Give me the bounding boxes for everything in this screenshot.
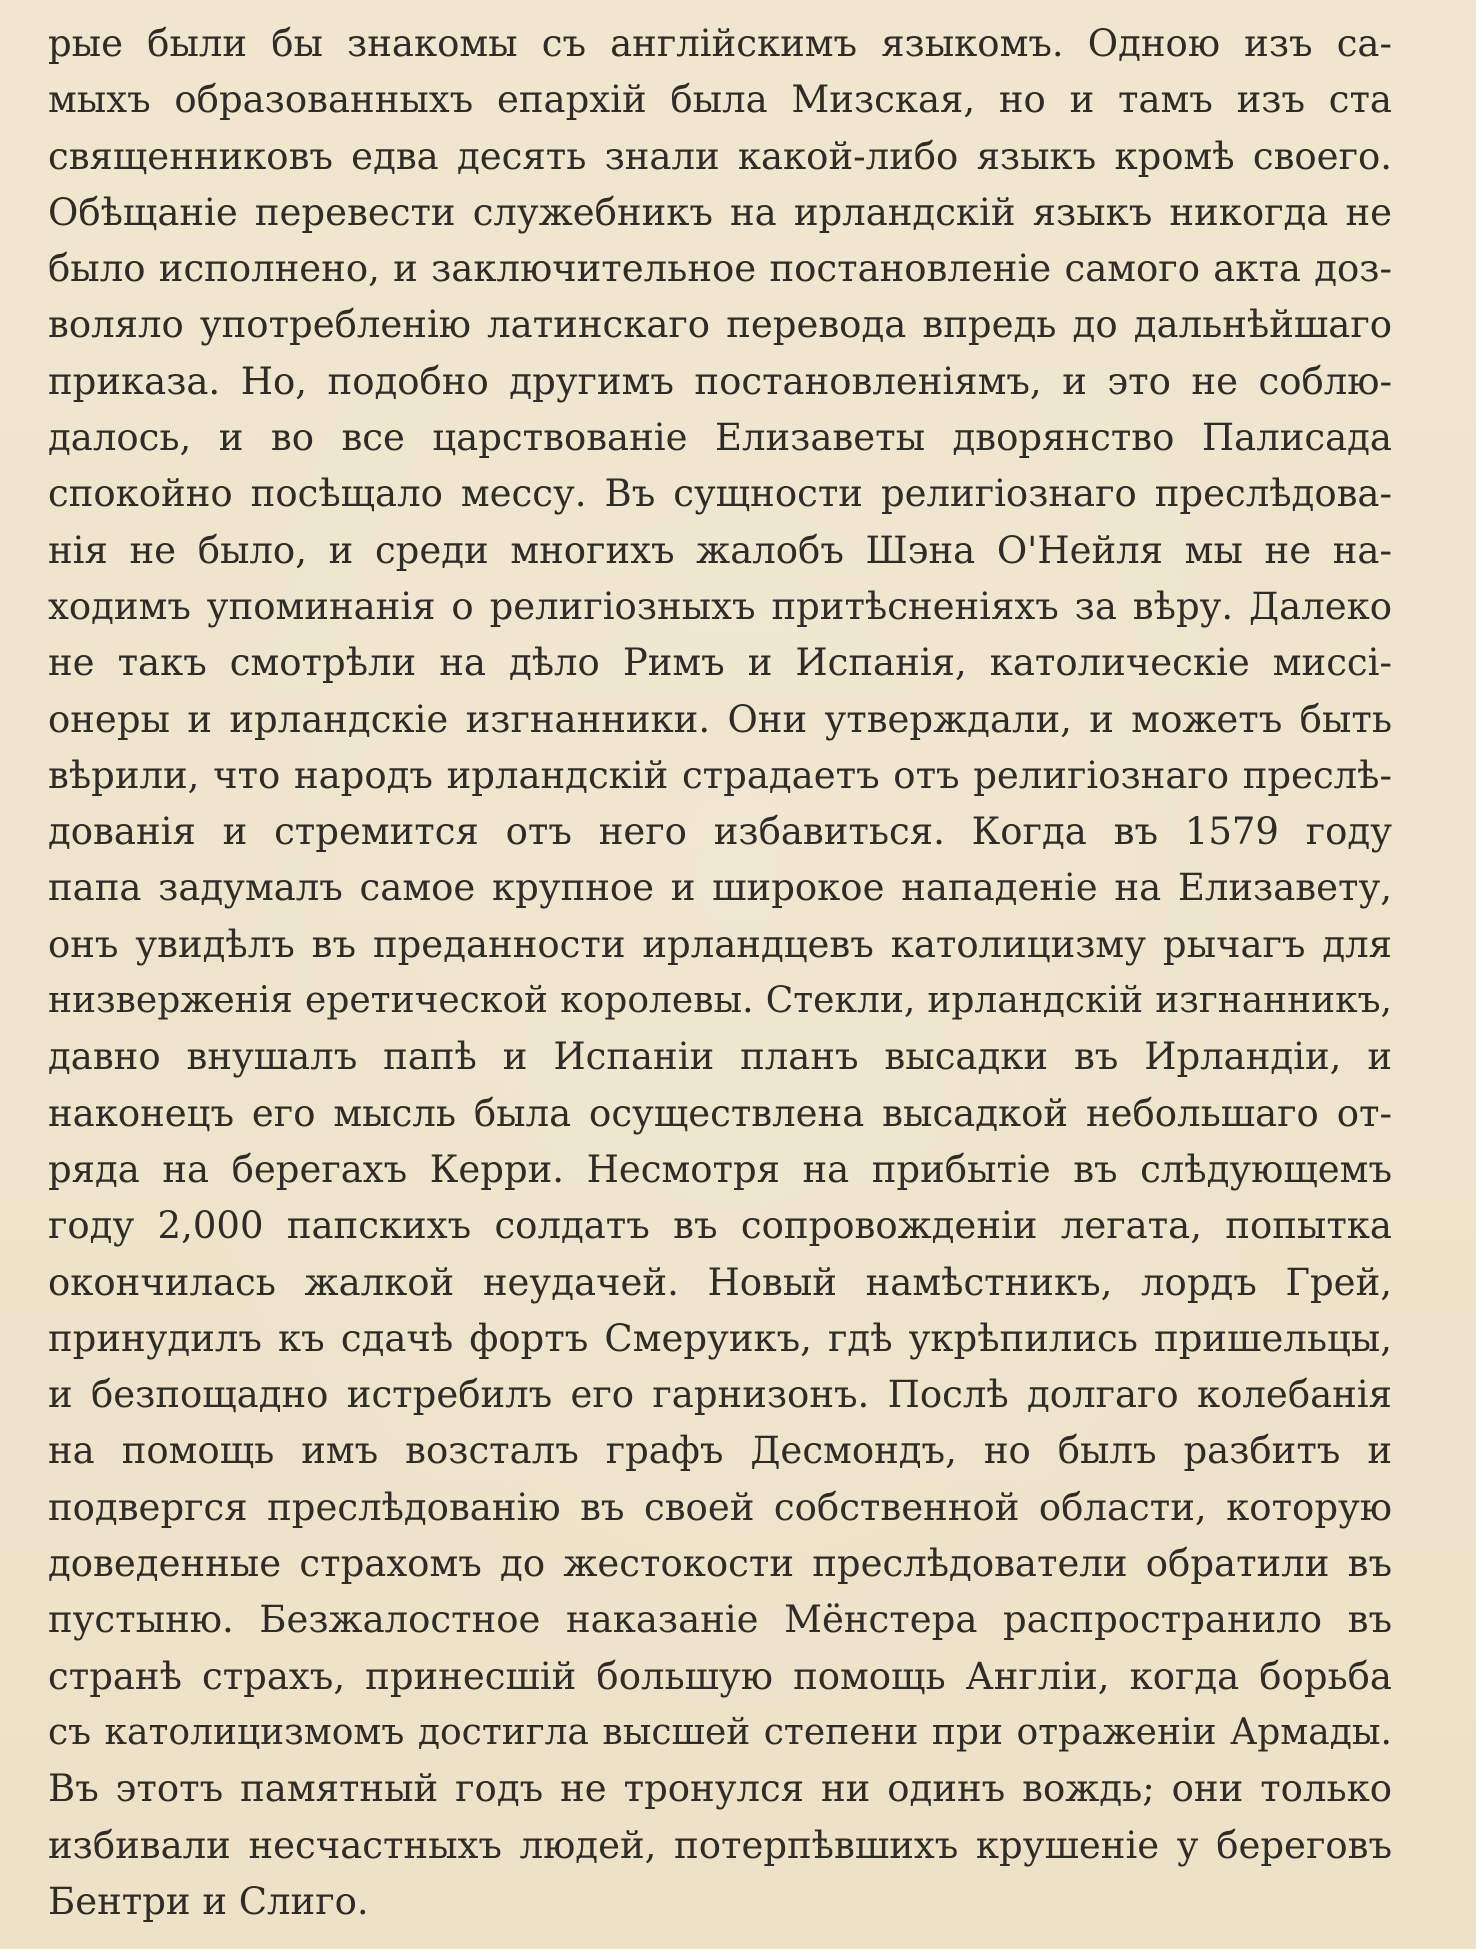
text-line-7: приказа. Но, подобно другимъ постановленіямъ, и это не соблю- bbox=[48, 359, 1392, 403]
text-line-21: ряда на берегахъ Керри. Несмотря на прибытіе въ слѣдующемъ bbox=[48, 1147, 1392, 1191]
text-line-22: году 2,000 папскихъ солдатъ въ сопровожденіи легата, попытка bbox=[48, 1204, 1392, 1248]
text-line-20: наконецъ его мысль была осуществлена высадкой небольшаго от- bbox=[48, 1091, 1392, 1135]
text-line-17: онъ увидѣлъ въ преданности ирландцевъ католицизму рычагъ для bbox=[48, 922, 1392, 966]
text-line-8: далось, и во все царствованіе Елизаветы дворянство Палисада bbox=[48, 416, 1392, 460]
text-line-15: дованія и стремится отъ него избавиться. Когда въ 1579 году bbox=[48, 810, 1392, 854]
body-text bbox=[48, 16, 1392, 1930]
text-line-16: папа задумалъ самое крупное и широкое нападеніе на Елизавету, bbox=[48, 866, 1392, 910]
text-line-11: ходимъ упоминанія о религіозныхъ притѣсненіяхъ за вѣру. Далеко bbox=[48, 584, 1392, 628]
text-line-5: было исполнено, и заключительное постановленіе самого акта доз- bbox=[48, 247, 1392, 291]
text-line-18: низверженія еретической королевы. Стекли, ирландскій изгнанникъ, bbox=[48, 980, 1392, 1022]
text-line-29: пустыню. Безжалостное наказаніе Мёнстера распространило въ bbox=[48, 1598, 1392, 1642]
text-line-27: подвергся преслѣдованію въ своей собственной области, которую bbox=[48, 1485, 1392, 1529]
text-line-24: принудилъ къ сдачѣ фортъ Смеруикъ, гдѣ укрѣпились пришельцы, bbox=[48, 1316, 1392, 1360]
text-line-30: странѣ страхъ, принесшій большую помощь Англіи, когда борьба bbox=[48, 1654, 1392, 1698]
text-line-26: на помощь имъ возсталъ графъ Десмондъ, но былъ разбитъ и bbox=[48, 1429, 1392, 1473]
text-line-28: доведенные страхомъ до жестокости преслѣдователи обратили въ bbox=[48, 1542, 1392, 1586]
text-line-31: съ католицизмомъ достигла высшей степени при отраженіи Армады. bbox=[48, 1711, 1392, 1753]
text-line-23: окончилась жалкой неудачей. Новый намѣстникъ, лордъ Грей, bbox=[48, 1260, 1392, 1304]
text-line-2: мыхъ образованныхъ епархій была Мизская, но и тамъ изъ ста bbox=[48, 78, 1392, 122]
text-line-25: и безпощадно истребилъ его гарнизонъ. Послѣ долгаго колебанія bbox=[48, 1373, 1392, 1417]
text-line-6: воляло употребленію латинскаго перевода впредь до дальнѣйшаго bbox=[48, 303, 1392, 347]
text-line-12: не такъ смотрѣли на дѣло Римъ и Испанія, католическіе миссі- bbox=[48, 641, 1392, 685]
text-line-32: Въ этотъ памятный годъ не тронулся ни одинъ вождь; они только bbox=[48, 1767, 1392, 1811]
text-line-9: спокойно посѣщало мессу. Въ сущности религіознаго преслѣдова- bbox=[48, 472, 1392, 516]
text-line-10: нія не было, и среди многихъ жалобъ Шэна О'Нейля мы не на- bbox=[48, 528, 1392, 572]
text-line-33: избивали несчастныхъ людей, потерпѣвшихъ крушеніе у береговъ bbox=[48, 1823, 1392, 1867]
text-line-3: священниковъ едва десять знали какой-либо языкъ кромѣ своего. bbox=[48, 134, 1392, 178]
text-line-19: давно внушалъ папѣ и Испаніи планъ высадки въ Ирландіи, и bbox=[48, 1035, 1392, 1079]
text-line-4: Обѣщаніе перевести служебникъ на ирландскій языкъ никогда не bbox=[48, 190, 1392, 234]
text-line-1: рые были бы знакомы съ англійскимъ языкомъ. Одною изъ са- bbox=[48, 22, 1392, 65]
text-line-34: Бентри и Слиго. bbox=[48, 1879, 369, 1923]
text-line-13: онеры и ирландскіе изгнанники. Они утверждали, и можетъ быть bbox=[48, 697, 1392, 741]
text-line-14: вѣрили, что народъ ирландскій страдаетъ отъ религіознаго преслѣ- bbox=[48, 753, 1392, 797]
